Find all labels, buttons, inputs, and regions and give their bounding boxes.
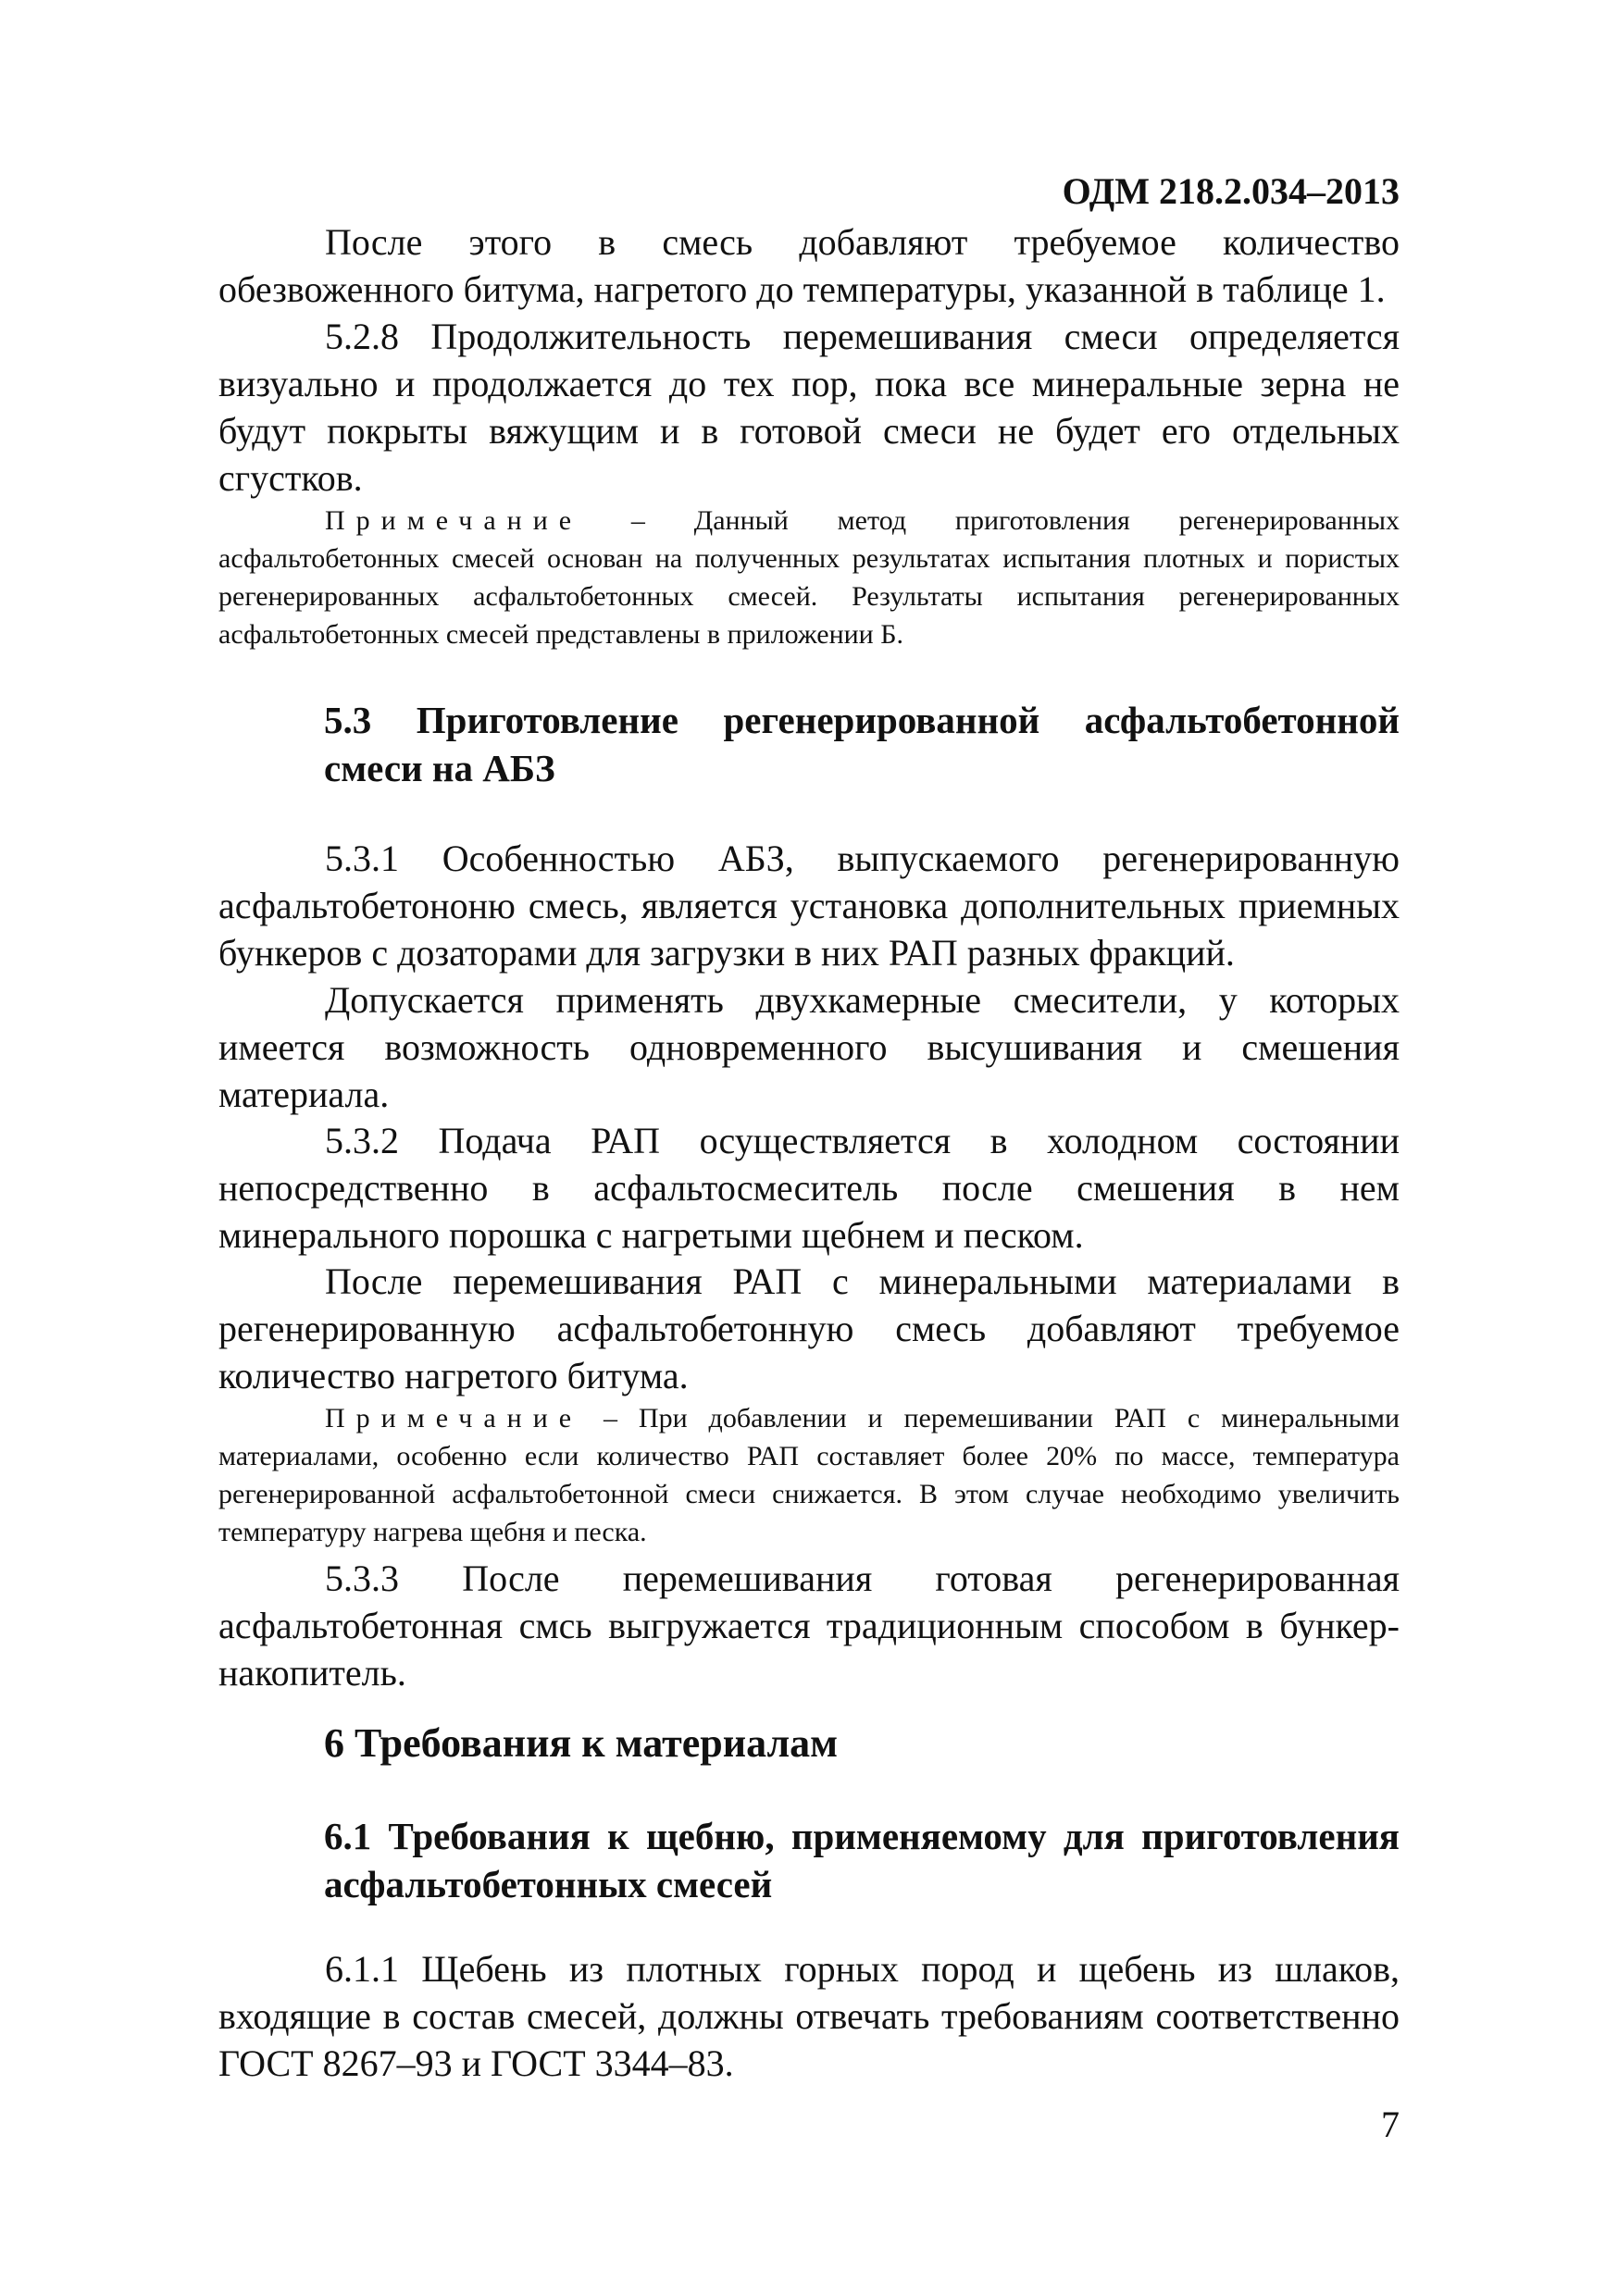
note-1-text: – Данный метод приготовления регенерированных асфальтобетонных смесей основан на полученных результатах испытания плотных и пористых регенерированных асфальтобетонных смесей. Результаты испытания регенерированных асфальтобетонных смесей представлены в приложении Б. — [218, 505, 1400, 650]
note-2-text: – При добавлении и перемешивании РАП с минеральными материалами, особенно если количество РАП составляет более 20% по массе, температура регенерированной асфальтобетонной смеси снижается. В этом случае необходимо увеличить температуру нагрева щебня и песка. — [218, 1403, 1400, 1547]
note-2-label: Примечание — [325, 1403, 583, 1433]
section-heading-6-1: 6.1 Требования к щебню, применяемому для приготовления асфальтобетонных смесей — [324, 1815, 1400, 1905]
page-number: 7 — [1381, 2104, 1400, 2145]
paragraph-rap-mixing: После перемешивания РАП с минеральными материалами в регенерированную асфальтобетонную смесь добавляют требуемое количество нагретого битума. — [218, 1260, 1400, 1396]
paragraph-two-chamber-mixers: Допускается применять двухкамерные смесители, у которых имеется возможность одновременного высушивания и смешения материала. — [218, 979, 1400, 1115]
note-2 — [218, 1399, 1400, 1551]
paragraph-5-2-8: 5.2.8 Продолжительность перемешивания смеси определяется визуально и продолжается до тех пор, пока все минеральные зерна не будут покрыты вяжущим и в готовой смеси не будет его отдельных сгустков. — [218, 316, 1400, 499]
paragraph-5-3-2: 5.3.2 Подача РАП осуществляется в холодном состоянии непосредственно в асфальтосмеситель после смешения в нем минерального порошка с нагретыми щебнем и песком. — [218, 1120, 1400, 1256]
note-1 — [218, 502, 1400, 653]
paragraph-5-3-3: 5.3.3 После перемешивания готовая регенерированная асфальтобетонная смсь выгружается традиционным способом в бункер-накопитель. — [218, 1558, 1400, 1694]
paragraph-6-1-1: 6.1.1 Щебень из плотных горных пород и щебень из шлаков, входящие в состав смесей, должны отвечать требованиям соответственно ГОСТ 8267–93 и ГОСТ 3344–83. — [218, 1948, 1400, 2084]
document-code: ОДМ 218.2.034–2013 — [1062, 170, 1400, 212]
section-heading-5-3: 5.3 Приготовление регенерированной асфальтобетонной смеси на АБЗ — [324, 699, 1400, 789]
paragraph-bitumen-addition: После этого в смесь добавляют требуемое количество обезвоженного битума, нагретого до температуры, указанной в таблице 1. — [218, 221, 1400, 310]
note-1-label: Примечание — [325, 505, 583, 536]
paragraph-5-3-1: 5.3.1 Особенностью АБЗ, выпускаемого регенерированную асфальтобетононю смесь, является установка дополнительных приемных бункеров с дозаторами для загрузки в них РАП разных фракций. — [218, 838, 1400, 974]
section-heading-6: 6 Требования к материалам — [324, 1720, 839, 1766]
